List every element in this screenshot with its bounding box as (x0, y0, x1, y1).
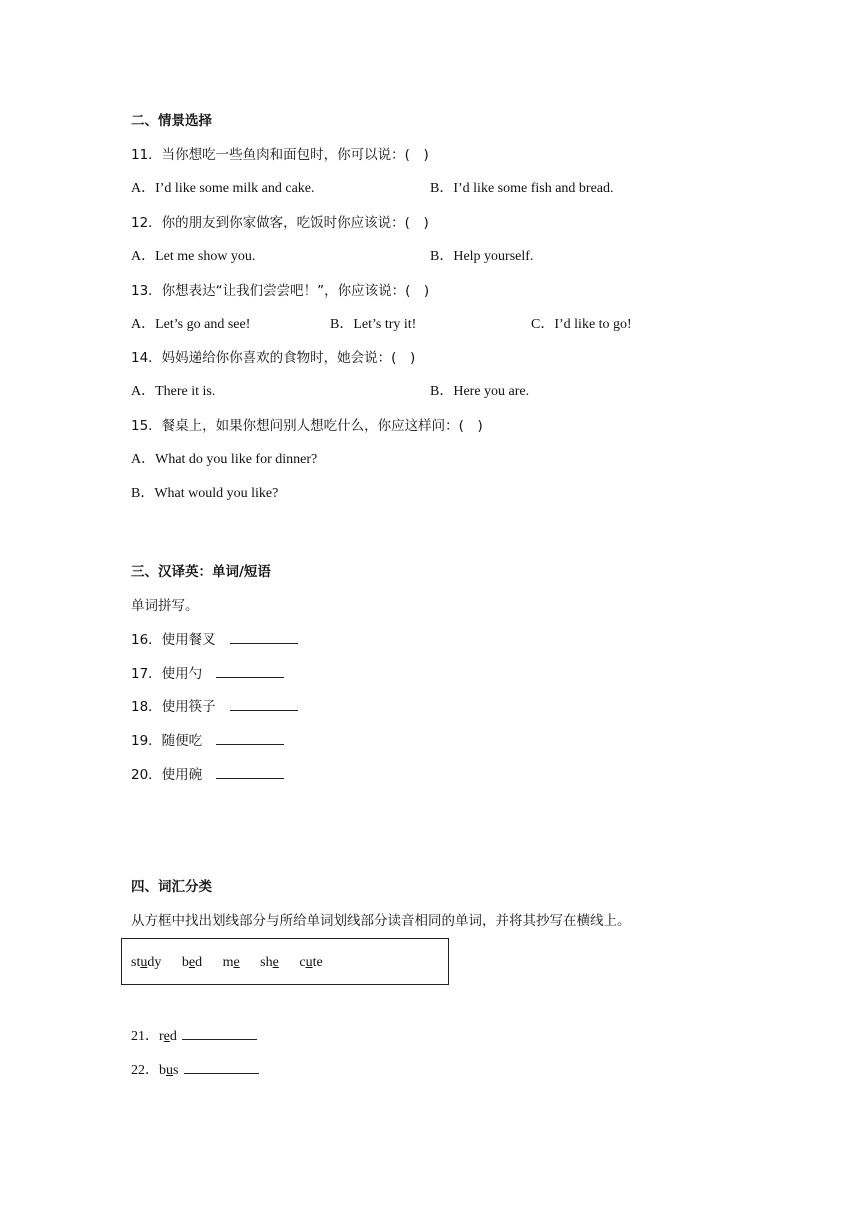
item-20 (131, 765, 284, 785)
option-b[interactable]: B．Help yourself. (430, 249, 534, 264)
word-box-words (131, 953, 340, 973)
item-word: bus (159, 1063, 179, 1078)
word-box (121, 938, 449, 985)
answer-blank[interactable] (216, 665, 284, 678)
section-2-title: 二、情景选择 (131, 113, 212, 129)
question-13-stem: 13．你想表达“让我们尝尝吧！”，你应该说：( ) (131, 283, 430, 299)
option-a[interactable]: A．Let’s go and see! (131, 317, 251, 332)
section-3-title: 三、汉译英：单词/短语 (131, 564, 271, 580)
answer-blank[interactable] (216, 732, 284, 745)
box-word: me (222, 955, 240, 970)
box-word: cute (299, 955, 323, 970)
question-15-option-a[interactable]: A．What do you like for dinner? (131, 452, 318, 467)
question-13-options (131, 315, 632, 335)
question-11-options (131, 179, 614, 199)
item-label: 19．随便吃 (131, 733, 203, 749)
question-15-stem: 15．餐桌上，如果你想问别人想吃什么，你应这样问：( ) (131, 418, 483, 434)
item-18 (131, 697, 298, 717)
section-3-instruction: 单词拼写。 (131, 598, 199, 614)
question-15-option-b[interactable]: B．What would you like? (131, 486, 279, 501)
question-14-stem: 14．妈妈递给你你喜欢的食物时，她会说：( ) (131, 350, 416, 366)
question-12-options (131, 247, 534, 267)
option-a[interactable]: A．I’d like some milk and cake. (131, 181, 315, 196)
answer-blank[interactable] (182, 1027, 257, 1040)
section-4-instruction: 从方框中找出划线部分与所给单词划线部分读音相同的单词，并将其抄写在横线上。 (131, 913, 631, 929)
item-number: 22． (131, 1063, 159, 1078)
box-word: she (260, 955, 279, 970)
box-word: study (131, 955, 162, 970)
option-b[interactable]: B．Let’s try it! (330, 317, 417, 332)
option-a[interactable]: A．There it is. (131, 384, 216, 399)
item-word: red (159, 1029, 177, 1044)
item-label: 17．使用勺 (131, 666, 203, 682)
option-b[interactable]: B．I’d like some fish and bread. (430, 181, 614, 196)
answer-blank[interactable] (230, 631, 298, 644)
item-number: 21． (131, 1029, 159, 1044)
item-label: 20．使用碗 (131, 767, 203, 783)
item-21 (131, 1027, 257, 1047)
item-19 (131, 731, 284, 751)
question-12-stem: 12．你的朋友到你家做客，吃饭时你应该说：( ) (131, 215, 429, 231)
item-22 (131, 1061, 259, 1081)
answer-blank[interactable] (230, 698, 298, 711)
box-word: bed (181, 955, 203, 970)
section-4-title: 四、词汇分类 (131, 879, 212, 895)
answer-blank[interactable] (184, 1061, 259, 1074)
item-17 (131, 664, 284, 684)
question-14-options (131, 382, 530, 402)
answer-blank[interactable] (216, 766, 284, 779)
option-c[interactable]: C．I’d like to go! (531, 317, 632, 332)
item-label: 16．使用餐叉 (131, 632, 216, 648)
item-16 (131, 630, 298, 650)
item-label: 18．使用筷子 (131, 699, 216, 715)
question-11-stem: 11．当你想吃一些鱼肉和面包时，你可以说：( ) (131, 147, 429, 163)
option-b[interactable]: B．Here you are. (430, 384, 530, 399)
option-a[interactable]: A．Let me show you. (131, 249, 256, 264)
